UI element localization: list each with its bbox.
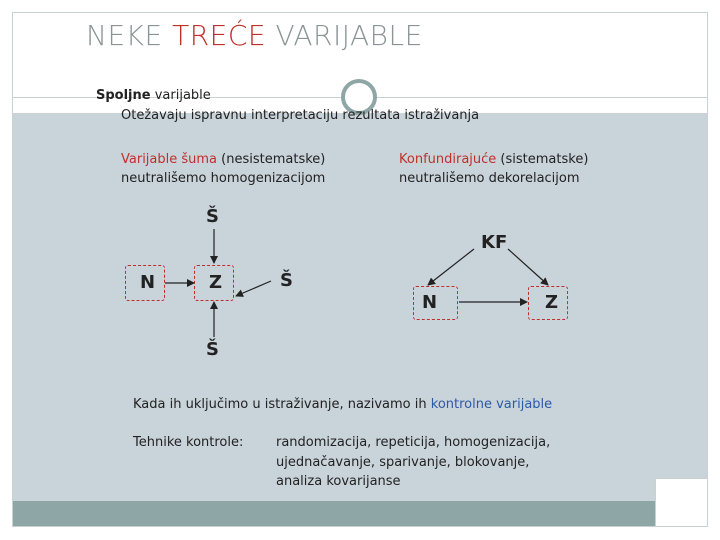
techniques-label: Tehnike kontrole:	[133, 435, 244, 450]
confound-label-red: Konfundirajuće	[399, 152, 497, 167]
confound-label-rest: (sistematske)	[496, 152, 589, 167]
node-s-top: Š	[206, 206, 219, 227]
node-n-right: N	[422, 292, 438, 313]
arrow-kf-to-z	[508, 249, 548, 285]
spoljne-subtitle: Otežavaju ispravnu interpretaciju rezultata istraživanja	[121, 108, 480, 123]
node-s-bottom: Š	[206, 339, 219, 360]
spoljne-bold: Spoljne	[96, 88, 151, 103]
control-sentence	[133, 397, 552, 412]
techniques-line-3: analiza kovarijanse	[276, 474, 401, 489]
noise-method: neutrališemo homogenizacijom	[121, 171, 326, 186]
node-n-left: N	[140, 272, 156, 293]
node-z-left: Z	[209, 272, 223, 293]
spoljne-rest: varijable	[150, 88, 211, 103]
node-s-right: Š	[280, 270, 293, 291]
control-text: Kada ih uključimo u istraživanje, nazivamo ih	[133, 397, 431, 412]
arrow-kf-to-n	[428, 249, 474, 285]
arrow-s-right-to-z	[236, 281, 271, 296]
control-highlight: kontrolne varijable	[430, 397, 553, 412]
title-part-1: NEKE	[86, 19, 173, 52]
node-z-right: Z	[545, 292, 559, 313]
confound-method: neutrališemo dekorelacijom	[399, 171, 580, 186]
node-kf: KF	[481, 232, 508, 253]
noise-label-rest: (nesistematske)	[217, 152, 326, 167]
title-part-3: VARIJABLE	[266, 19, 423, 52]
title-accent: TREĆE	[172, 19, 267, 52]
techniques-line-2: ujednačavanje, sparivanje, blokovanje,	[276, 455, 530, 470]
noise-label-red: Varijable šuma	[121, 152, 218, 167]
techniques-line-1: randomizacija, repeticija, homogenizacija,	[276, 435, 551, 450]
